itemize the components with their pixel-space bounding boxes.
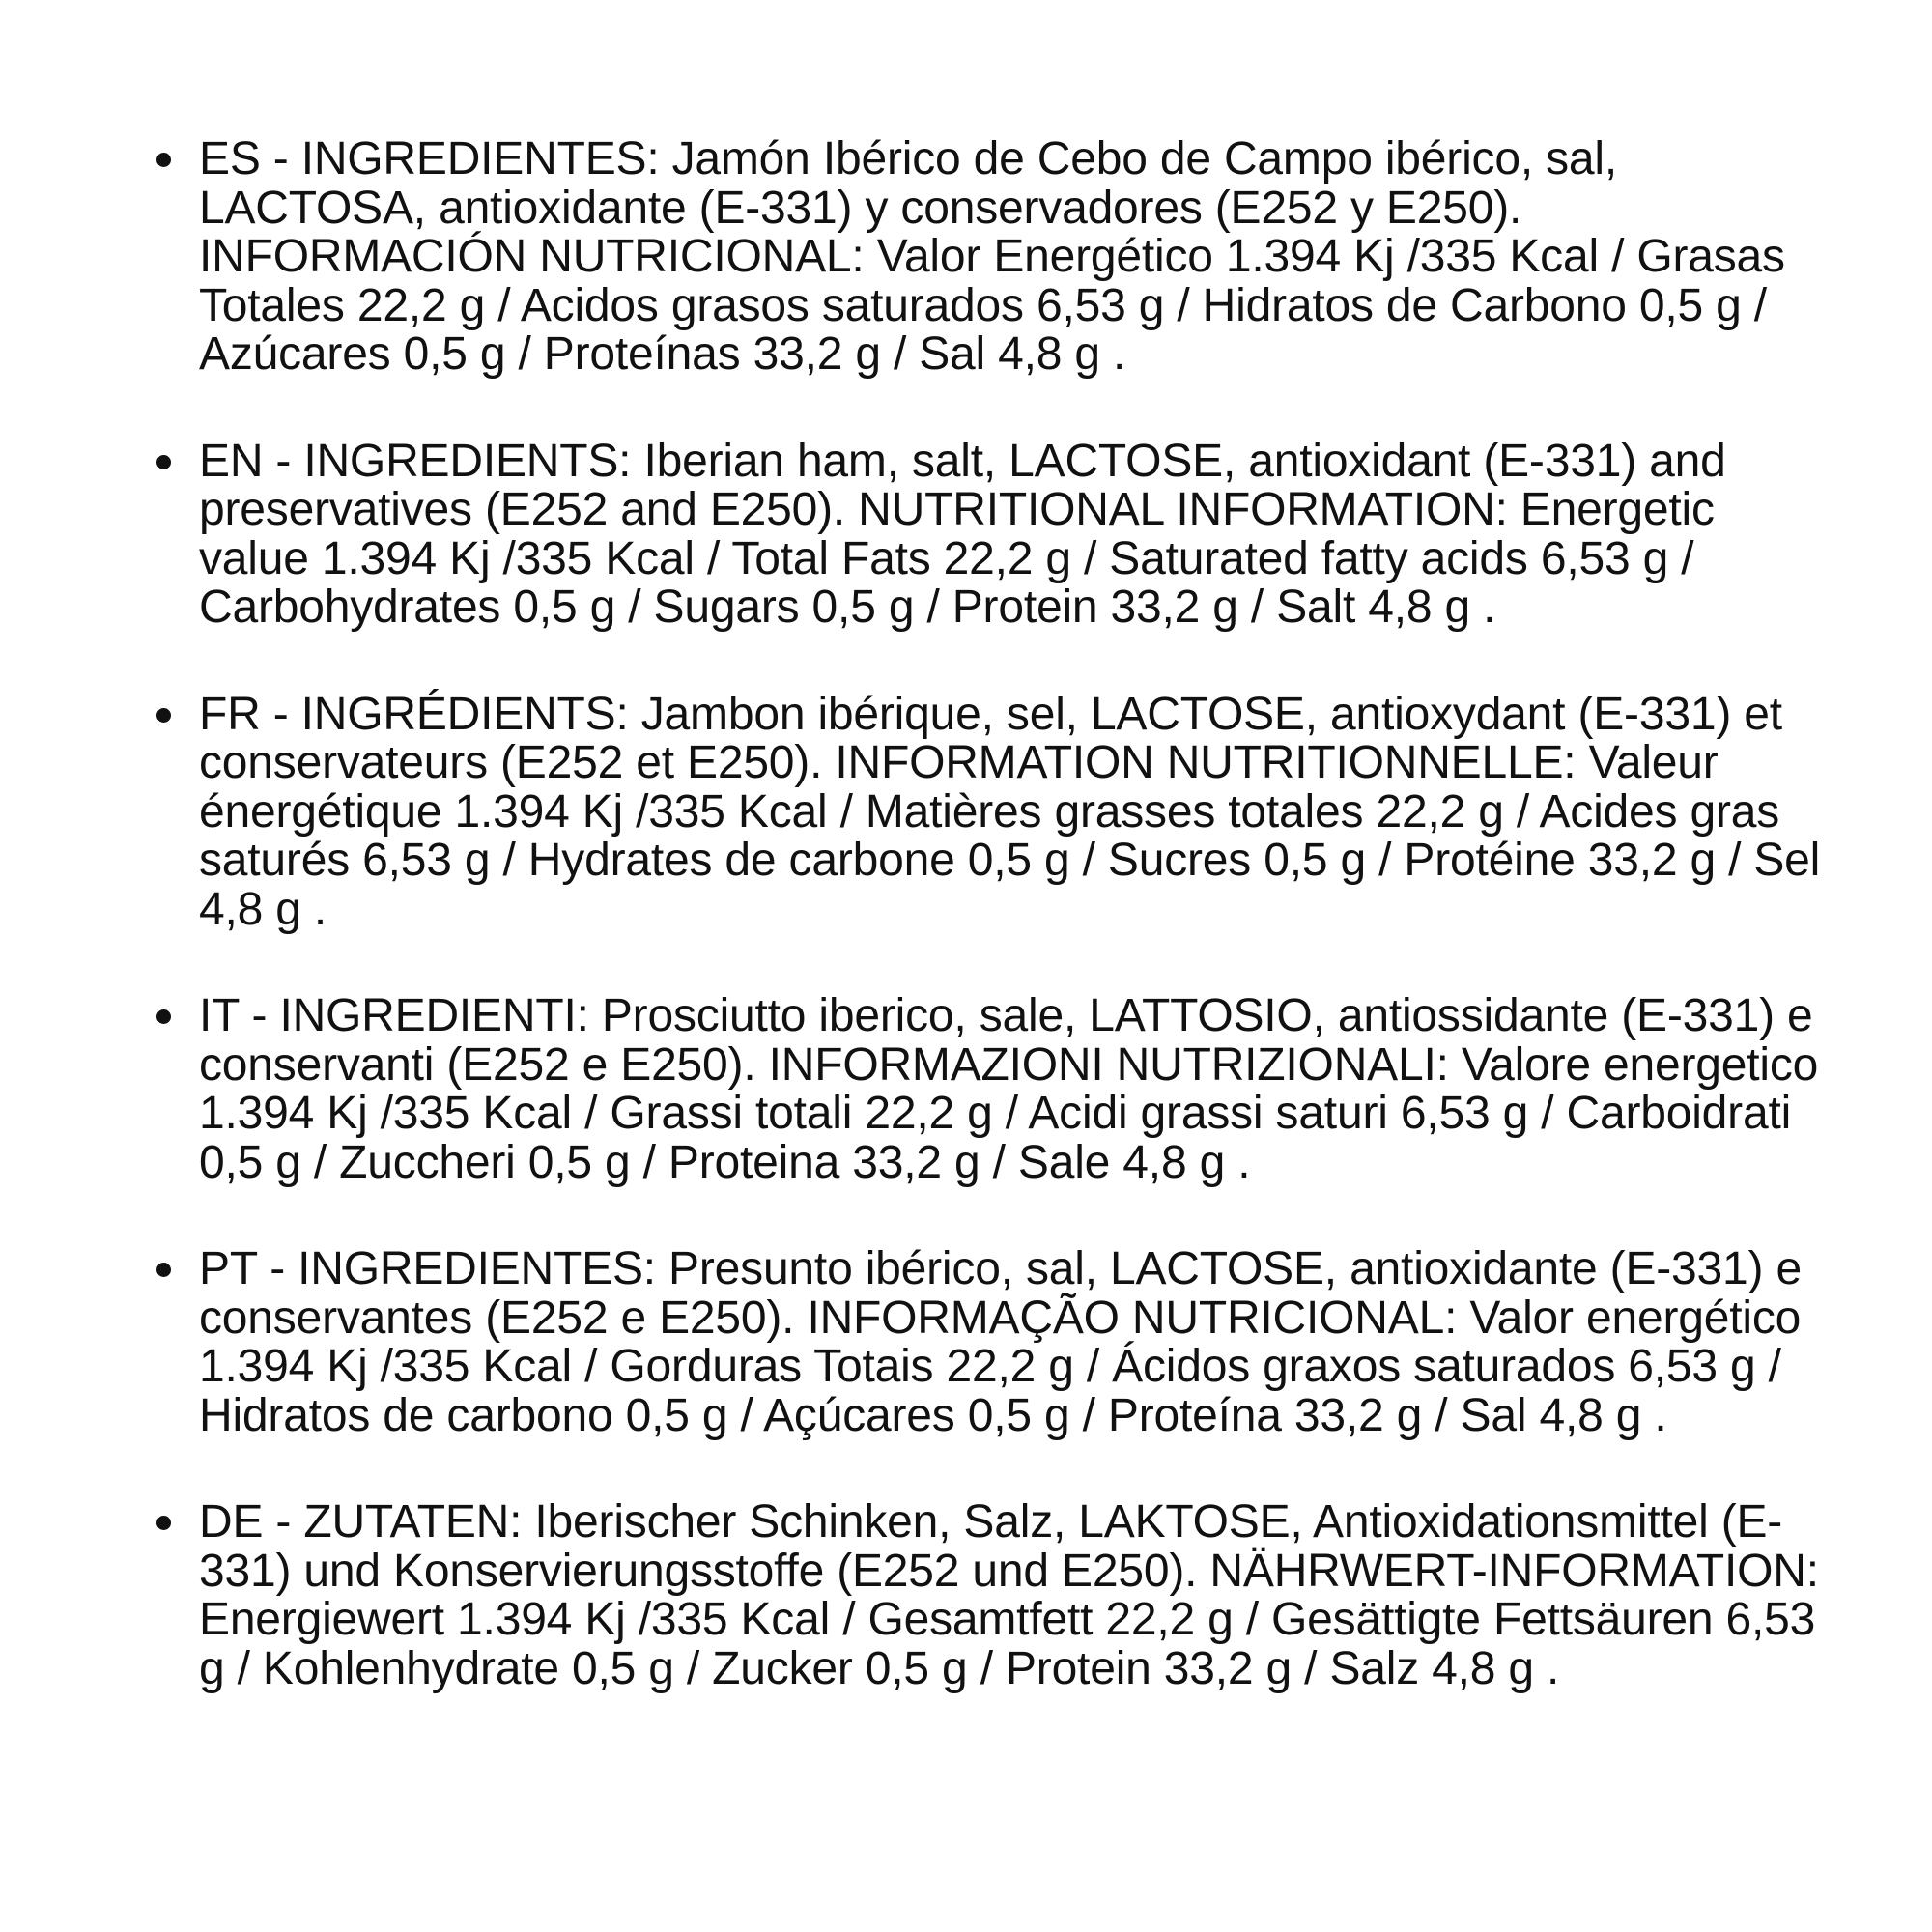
entry-text-en: EN - INGREDIENTS: Iberian ham, salt, LACTOSE, antioxidant (E-331) and preservatives (E252 and E250). NUTRITIONAL INFORMATION: Energetic value 1.394 Kj /335 Kcal / Total Fats 22,2 g / Saturated fatty acids 6,53 g / Carbohydrates 0,5 g / Sugars 0,5 g / Protein 33,2 g / Salt 4,8 g . (199, 435, 1726, 633)
list-item-de (0, 1498, 1932, 1693)
bullet-icon (156, 153, 171, 167)
entry-text-fr: FR - INGRÉDIENTS: Jambon ibérique, sel, LACTOSE, antioxydant (E-331) et conservateurs (E252 et E250). INFORMATION NUTRITIONNELLE: Valeur énergétique 1.394 Kj /335 Kcal / Matières grasses totales 22,2 g / Acides gras saturés 6,53 g / Hydrates de carbone 0,5 g / Sucres 0,5 g / Protéine 33,2 g / Sel 4,8 g . (199, 688, 1821, 935)
entry-text-es: ES - INGREDIENTES: Jamón Ibérico de Cebo de Campo ibérico, sal, LACTOSA, antioxidante (E-331) y conservadores (E252 y E250). INFORMACIÓN NUTRICIONAL: Valor Energético 1.394 Kj /335 Kcal / Grasas Totales 22,2 g / Acidos grasos saturados 6,53 g / Hidratos de Carbono 0,5 g / Azúcares 0,5 g / Proteínas 33,2 g / Sal 4,8 g . (199, 133, 1785, 380)
bullet-icon (156, 1516, 171, 1530)
list-item-fr (0, 688, 1932, 935)
bullet-icon (156, 1009, 171, 1024)
entry-text-de: DE - ZUTATEN: Iberischer Schinken, Salz, LAKTOSE, Antioxidationsmittel (E-331) und Konservierungsstoffe (E252 und E250). NÄHRWERT-INFORMATION: Energiewert 1.394 Kj /335 Kcal / Gesamtfett 22,2 g / Gesättigte Fettsäuren 6,53 g / Kohlenhydrate 0,5 g / Zucker 0,5 g / Protein 33,2 g / Salz 4,8 g . (199, 1496, 1819, 1694)
list-item-en (0, 435, 1932, 633)
bullet-icon (156, 1263, 171, 1277)
ingredient-list (0, 135, 1932, 1751)
entry-text-pt: PT - INGREDIENTES: Presunto ibérico, sal, LACTOSE, antioxidante (E-331) e conservantes (E252 e E250). INFORMAÇÃO NUTRICIONAL: Valor energético 1.394 Kj /335 Kcal / Gorduras Totais 22,2 g / Ácidos graxos saturados 6,53 g / Hidratos de carbono 0,5 g / Açúcares 0,5 g / Proteína 33,2 g / Sal 4,8 g . (199, 1243, 1802, 1441)
list-item-es (0, 135, 1932, 380)
list-item-pt (0, 1245, 1932, 1440)
bullet-icon (156, 708, 171, 723)
bullet-icon (156, 455, 171, 469)
entry-text-it: IT - INGREDIENTI: Prosciutto iberico, sale, LATTOSIO, antiossidante (E-331) e conservanti (E252 e E250). INFORMAZIONI NUTRIZIONALI: Valore energetico 1.394 Kj /335 Kcal / Grassi totali 22,2 g / Acidi grassi saturi 6,53 g / Carboidrati 0,5 g / Zuccheri 0,5 g / Proteina 33,2 g / Sale 4,8 g . (199, 990, 1819, 1188)
list-item-it (0, 992, 1932, 1187)
